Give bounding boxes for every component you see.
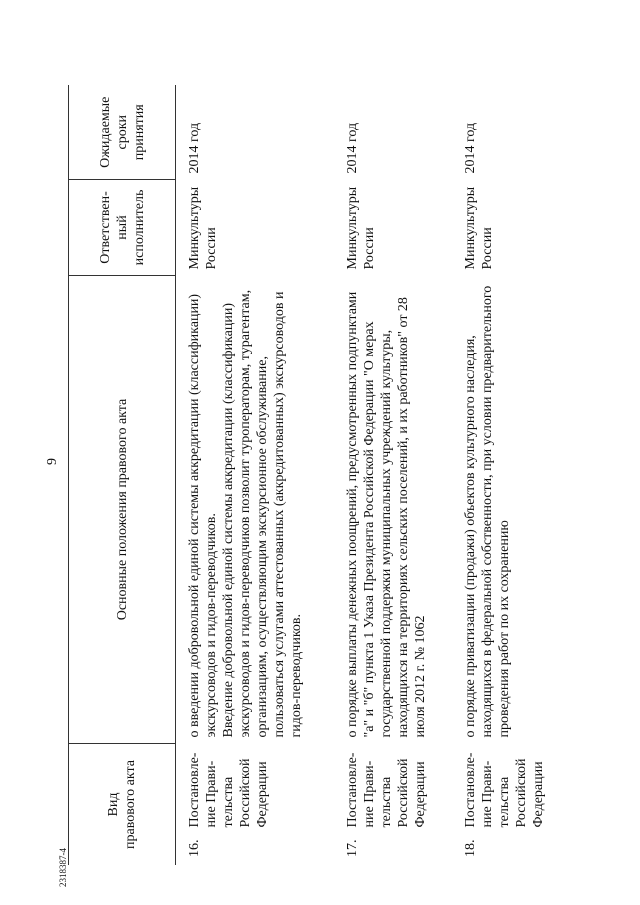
row-kind: Постановле- ние Прави- тельства Российской Федерации — [187, 752, 270, 828]
header-kind: Вид правового акта — [69, 744, 176, 866]
document-id: 2318387-4 — [58, 848, 68, 887]
table-row — [452, 86, 586, 866]
row-executor: Минкультуры России — [463, 186, 495, 270]
table-row — [176, 86, 335, 866]
table-header-row — [69, 86, 176, 866]
page-number: 9 — [45, 458, 60, 465]
row-executor: Минкультуры России — [187, 186, 219, 270]
header-provisions: Основные положения правового акта — [69, 276, 176, 744]
row-number: 16. — [187, 839, 202, 857]
row-deadline: 2014 год — [463, 122, 478, 174]
row-deadline: 2014 год — [345, 122, 360, 174]
row-number: 17. — [345, 839, 360, 857]
row-kind: Постановле- ние Прави- тельства Российской Федерации — [463, 752, 546, 828]
legal-acts-table — [68, 86, 586, 866]
row-kind: Постановле- ние Прави- тельства Российской Федерации — [345, 752, 428, 828]
row-executor: Минкультуры России — [345, 186, 377, 270]
row-number: 18. — [463, 839, 478, 857]
table-row — [334, 86, 452, 866]
row-provisions: о введении добровольной единой системы аккредитации (классификации) экскурсоводов и гидов-переводчиков. Введение добровольной единой системы аккредитации (классификации) экскурсоводов и гидов-переводчиков позволит туроператорам, турагентам, организациям, осуществляющим экскурсионное обслуживание, пользоваться услугами аттестованных (аккредитованных) экскурсоводов и гидов-переводчиков. — [187, 289, 304, 738]
row-deadline: 2014 год — [187, 122, 202, 174]
row-provisions: о порядке выплаты денежных поощрений, предусмотренных подпунктами "а" и "б" пункта 1 Указа Президента Российской Федерации "О мерах государственной поддержки муниципальных учреждений культуры, находящихся на территориях сельских поселений, и их работников" от 28 июля 2012 г. № 1062 — [345, 291, 428, 738]
header-executor: Ответствен- ный исполнитель — [69, 180, 176, 276]
row-provisions: о порядке приватизации (продажи) объектов культурного наследия, находящихся в федеральной собственности, при условии предварительного проведения работ по их сохранению — [463, 285, 512, 738]
header-deadline: Ожидаемые сроки принятия — [69, 86, 176, 180]
